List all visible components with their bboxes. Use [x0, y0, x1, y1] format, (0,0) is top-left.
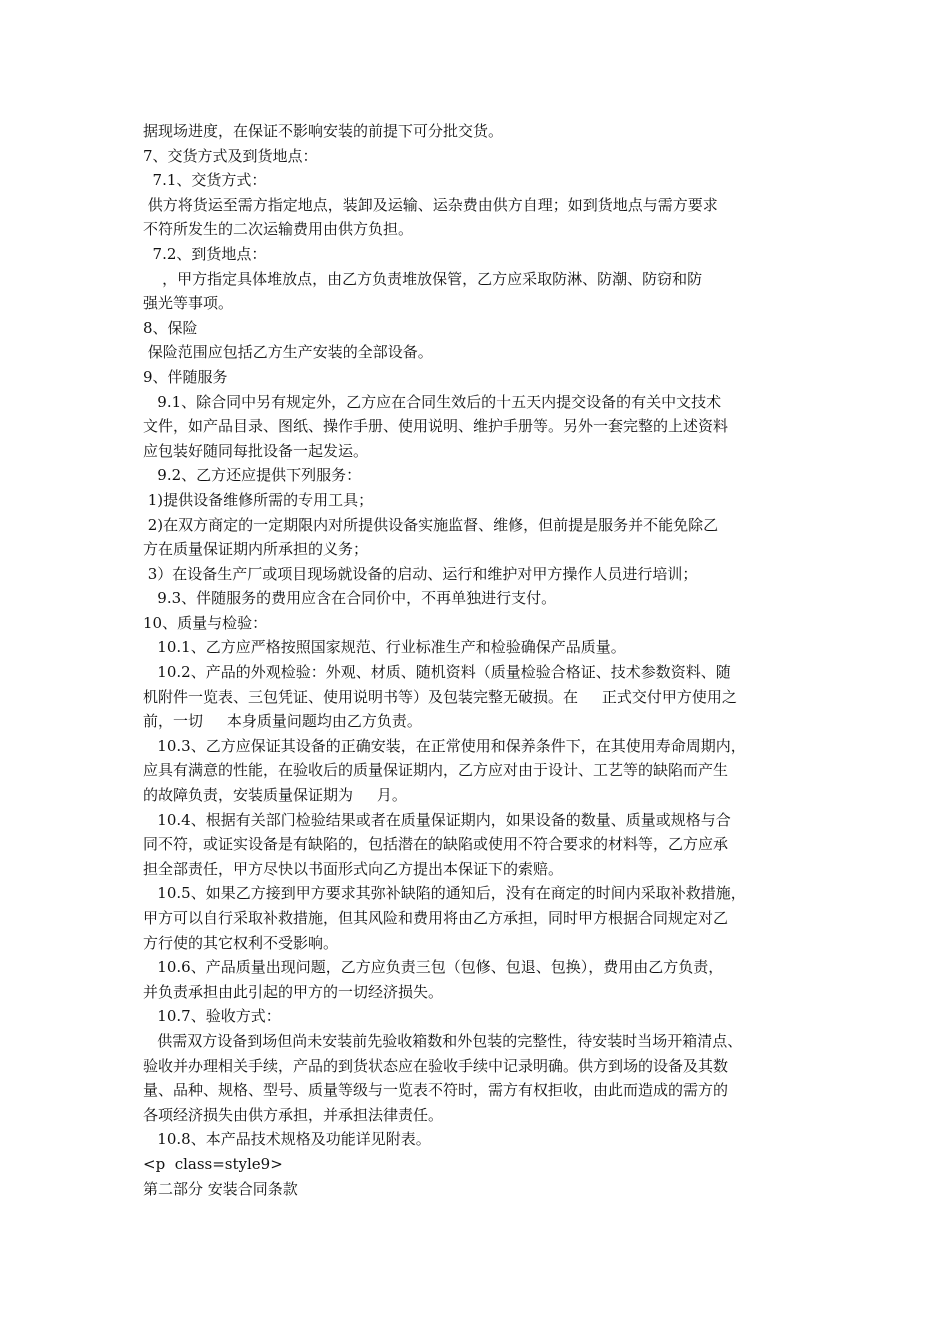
text-line: 10.1、乙方应严格按照国家规范、行业标准生产和检验确保产品质量。 [143, 638, 626, 657]
text-line: 10.7、验收方式： [143, 1007, 281, 1026]
text-line: 供需双方设备到场但尚未安装前先验收箱数和外包装的完整性，待安装时当场开箱清点、 [143, 1031, 743, 1050]
text-line: 第二部分 安装合同条款 [143, 1179, 298, 1198]
text-line: 9.3、伴随服务的费用应含在合同价中，不再单独进行支付。 [143, 589, 557, 608]
text-line: ，甲方指定具体堆放点，由乙方负责堆放保管，乙方应采取防淋、防潮、防窃和防 [143, 269, 703, 288]
text-line: 量、品种、规格、型号、质量等级与一览表不符时，需方有权拒收，由此而造成的需方的 [143, 1081, 729, 1100]
text-line: 机附件一览表、三包凭证、使用说明书等）及包装完整无破损。在 正式交付甲方使用之 [143, 687, 737, 706]
text-line: 不符所发生的二次运输费用由供方负担。 [143, 220, 414, 239]
text-line: 10.4、根据有关部门检验结果或者在质量保证期内，如果设备的数量、质量或规格与合 [143, 810, 731, 829]
text-line: 甲方可以自行采取补救措施，但其风险和费用将由乙方承担，同时甲方根据合同规定对乙 [143, 909, 729, 927]
text-line: 应包装好随同每批设备一起发运。 [143, 441, 369, 460]
text-line: 担全部责任，甲方尽快以书面形式向乙方提出本保证下的索赔。 [143, 859, 564, 878]
text-line: 10.5、如果乙方接到甲方要求其弥补缺陷的通知后，没有在商定的时间内采取补救措施， [143, 884, 746, 903]
text-line: <p class=style9> [143, 1154, 283, 1173]
text-line: 各项经济损失由供方承担，并承担法律责任。 [143, 1105, 444, 1124]
document-body [143, 119, 833, 1201]
text-line: 10.3、乙方应保证其设备的正确安装，在正常使用和保养条件下，在其使用寿命周期内， [143, 736, 746, 755]
text-line: 7、交货方式及到货地点： [143, 146, 318, 165]
text-line: 验收并办理相关手续，产品的到货状态应在验收手续中记录明确。供方到场的设备及其数 [143, 1056, 729, 1075]
text-line: 7.1、交货方式： [143, 171, 267, 190]
text-line: 10.8、本产品技术规格及功能详见附表。 [143, 1130, 431, 1149]
text-line: 应具有满意的性能，在验收后的质量保证期内，乙方应对由于设计、工艺等的缺陷而产生 [143, 761, 729, 780]
text-line: 文件，如产品目录、图纸、操作手册、使用说明、维护手册等。另外一套完整的上述资料 [143, 417, 729, 436]
text-line: 9.1、除合同中另有规定外，乙方应在合同生效后的十五天内提交设备的有关中文技术 [143, 392, 722, 411]
text-line: 保险范围应包括乙方生产安装的全部设备。 [143, 343, 433, 362]
text-line: 强光等事项。 [143, 294, 234, 313]
text-line: 7.2、到货地点： [143, 244, 267, 263]
text-line: 并负责承担由此引起的甲方的一切经济损失。 [143, 982, 444, 1001]
text-line: 10.2、产品的外观检验：外观、材质、随机资料（质量检验合格证、技术参数资料、随 [143, 663, 731, 682]
text-line: 同不符，或证实设备是有缺陷的，包括潜在的缺陷或使用不符合要求的材料等，乙方应承 [143, 835, 729, 854]
text-line: 3）在设备生产厂或项目现场就设备的启动、运行和维护对甲方操作人员进行培训； [143, 564, 698, 583]
text-line: 据现场进度，在保证不影响安装的前提下可分批交货。 [143, 122, 504, 140]
text-line: 方行使的其它权利不受影响。 [143, 933, 339, 952]
text-line: 10.6、产品质量出现问题，乙方应负责三包（包修、包退、包换），费用由乙方负责， [143, 958, 724, 977]
text-line: 1)提供设备维修所需的专用工具； [143, 490, 374, 509]
text-line: 9、伴随服务 [143, 367, 228, 386]
text-line: 供方将货运至需方指定地点，装卸及运输、运杂费由供方自理；如到货地点与需方要求 [143, 195, 718, 214]
text-line: 8、保险 [143, 318, 198, 337]
text-line: 2)在双方商定的一定期限内对所提供设备实施监督、维修，但前提是服务并不能免除乙 [143, 515, 719, 534]
text-line: 方在质量保证期内所承担的义务； [143, 540, 369, 559]
text-line: 前，一切 本身质量问题均由乙方负责。 [143, 712, 422, 731]
text-line: 的故障负责，安装质量保证期为 月。 [143, 786, 407, 805]
text-line: 10、质量与检验： [143, 613, 268, 632]
text-line: 9.2、乙方还应提供下列服务： [143, 466, 362, 485]
